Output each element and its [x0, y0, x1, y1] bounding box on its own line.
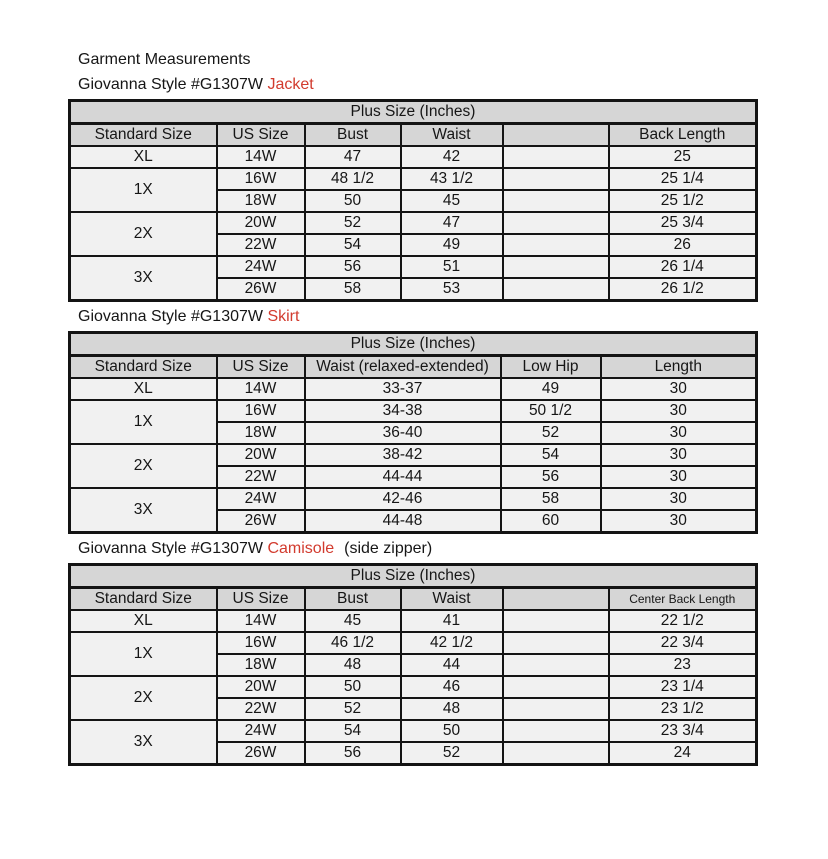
standard-size-cell: 2X [70, 676, 217, 720]
table-cell: 44 [401, 654, 503, 676]
caption-style-text: Giovanna Style #G1307W [78, 76, 263, 93]
column-header: Center Back Length [609, 588, 757, 611]
table-cell [503, 698, 609, 720]
table-cell: 26 [609, 234, 757, 256]
table-cell: 49 [401, 234, 503, 256]
garment-name: Camisole [267, 540, 335, 557]
table-cell: 24W [217, 256, 305, 278]
table-cell: 60 [501, 510, 601, 533]
table-cell: 22W [217, 698, 305, 720]
jacket-table-caption [78, 73, 828, 96]
table-cell: 18W [217, 422, 305, 444]
jacket-section [68, 73, 828, 302]
table-cell: 52 [305, 698, 401, 720]
caption-style-text: Giovanna Style #G1307W [78, 308, 263, 325]
table-cell: 54 [501, 444, 601, 466]
skirt-table-caption [78, 305, 828, 328]
table-cell: 22 3/4 [609, 632, 757, 654]
column-header: Waist (relaxed-extended) [305, 356, 501, 379]
table-cell [503, 720, 609, 742]
band-title: Plus Size (Inches) [70, 101, 757, 124]
table-cell [503, 256, 609, 278]
skirt-size-table [68, 331, 758, 534]
table-cell: 25 [609, 146, 757, 168]
table-cell: 22W [217, 234, 305, 256]
table-cell: 54 [305, 720, 401, 742]
column-header: Bust [305, 124, 401, 147]
table-cell: 44-44 [305, 466, 501, 488]
column-header: Waist [401, 124, 503, 147]
table-cell: 36-40 [305, 422, 501, 444]
table-cell: 58 [501, 488, 601, 510]
table-cell: 18W [217, 654, 305, 676]
table-cell: 20W [217, 212, 305, 234]
table-cell: 51 [401, 256, 503, 278]
table-cell: 16W [217, 632, 305, 654]
standard-size-cell: 3X [70, 256, 217, 301]
table-cell [503, 278, 609, 301]
table-row [70, 588, 757, 611]
table-row [70, 356, 757, 379]
table-row [70, 610, 757, 632]
table-cell: 24W [217, 720, 305, 742]
table-cell: 23 [609, 654, 757, 676]
table-cell: 50 [305, 190, 401, 212]
table-cell [503, 146, 609, 168]
table-row [70, 378, 757, 400]
table-cell: 25 1/2 [609, 190, 757, 212]
table-cell: 46 [401, 676, 503, 698]
table-cell: 50 [305, 676, 401, 698]
table-cell: 52 [305, 212, 401, 234]
column-header: Standard Size [70, 588, 217, 611]
column-header: Back Length [609, 124, 757, 147]
table-cell: 14W [217, 610, 305, 632]
table-cell: 56 [305, 742, 401, 765]
camisole-table-caption [78, 537, 828, 560]
column-header [503, 588, 609, 611]
table-row [70, 632, 757, 654]
table-cell: 30 [601, 400, 757, 422]
table-cell: 48 [401, 698, 503, 720]
table-cell: 16W [217, 400, 305, 422]
table-cell: 58 [305, 278, 401, 301]
standard-size-cell: 2X [70, 444, 217, 488]
table-cell: 50 1/2 [501, 400, 601, 422]
table-row [70, 400, 757, 422]
table-cell: 22W [217, 466, 305, 488]
table-row [70, 720, 757, 742]
table-cell: 47 [401, 212, 503, 234]
standard-size-cell: 2X [70, 212, 217, 256]
document-title: Garment Measurements [78, 51, 251, 68]
table-cell [503, 212, 609, 234]
column-header: US Size [217, 588, 305, 611]
standard-size-cell: 3X [70, 488, 217, 533]
table-cell: 20W [217, 676, 305, 698]
caption-style-text: Giovanna Style #G1307W [78, 540, 263, 557]
table-cell: 23 1/2 [609, 698, 757, 720]
table-cell: 30 [601, 378, 757, 400]
table-cell [503, 168, 609, 190]
table-cell: 23 1/4 [609, 676, 757, 698]
table-row [70, 146, 757, 168]
table-cell: 14W [217, 146, 305, 168]
table-cell: 38-42 [305, 444, 501, 466]
jacket-size-table [68, 99, 758, 302]
table-row [70, 444, 757, 466]
garment-name: Jacket [267, 76, 314, 93]
garment-name: Skirt [267, 308, 300, 325]
table-cell: 23 3/4 [609, 720, 757, 742]
table-cell [503, 742, 609, 765]
table-cell [503, 676, 609, 698]
table-cell: 52 [501, 422, 601, 444]
band-title: Plus Size (Inches) [70, 333, 757, 356]
column-header [503, 124, 609, 147]
table-cell: 42 [401, 146, 503, 168]
caption-note: (side zipper) [344, 540, 433, 557]
table-row [70, 168, 757, 190]
table-cell: 30 [601, 422, 757, 444]
standard-size-cell: XL [70, 378, 217, 400]
table-cell: 30 [601, 488, 757, 510]
column-header: US Size [217, 124, 305, 147]
table-cell: 26 1/4 [609, 256, 757, 278]
table-row [70, 101, 757, 124]
table-cell: 44-48 [305, 510, 501, 533]
camisole-section [68, 537, 828, 766]
table-cell: 56 [501, 466, 601, 488]
table-cell: 24W [217, 488, 305, 510]
table-cell: 45 [305, 610, 401, 632]
camisole-size-table [68, 563, 758, 766]
table-cell: 16W [217, 168, 305, 190]
table-row [70, 256, 757, 278]
table-cell [503, 190, 609, 212]
table-cell: 53 [401, 278, 503, 301]
table-cell: 45 [401, 190, 503, 212]
standard-size-cell: 1X [70, 400, 217, 444]
table-cell: 22 1/2 [609, 610, 757, 632]
table-cell [503, 632, 609, 654]
column-header: Bust [305, 588, 401, 611]
skirt-section [68, 305, 828, 534]
table-cell: 20W [217, 444, 305, 466]
table-cell: 41 [401, 610, 503, 632]
standard-size-cell: 1X [70, 632, 217, 676]
table-cell: 26W [217, 510, 305, 533]
band-title: Plus Size (Inches) [70, 565, 757, 588]
table-cell: 30 [601, 444, 757, 466]
table-cell: 43 1/2 [401, 168, 503, 190]
table-cell: 33-37 [305, 378, 501, 400]
table-row [70, 333, 757, 356]
table-cell: 26W [217, 742, 305, 765]
table-row [70, 565, 757, 588]
column-header: Low Hip [501, 356, 601, 379]
table-cell: 50 [401, 720, 503, 742]
table-cell: 34-38 [305, 400, 501, 422]
column-header: Standard Size [70, 356, 217, 379]
table-cell: 25 1/4 [609, 168, 757, 190]
table-cell: 26 1/2 [609, 278, 757, 301]
table-cell: 49 [501, 378, 601, 400]
table-cell: 48 1/2 [305, 168, 401, 190]
table-cell: 24 [609, 742, 757, 765]
table-cell: 42-46 [305, 488, 501, 510]
table-cell: 46 1/2 [305, 632, 401, 654]
table-row [70, 212, 757, 234]
table-cell: 42 1/2 [401, 632, 503, 654]
table-row [70, 488, 757, 510]
table-cell: 47 [305, 146, 401, 168]
column-header: Waist [401, 588, 503, 611]
table-cell: 52 [401, 742, 503, 765]
table-cell: 30 [601, 466, 757, 488]
table-cell [503, 654, 609, 676]
table-cell: 26W [217, 278, 305, 301]
table-cell: 25 3/4 [609, 212, 757, 234]
table-cell: 14W [217, 378, 305, 400]
table-cell: 18W [217, 190, 305, 212]
standard-size-cell: XL [70, 610, 217, 632]
table-row [70, 676, 757, 698]
column-header: US Size [217, 356, 305, 379]
table-cell [503, 610, 609, 632]
standard-size-cell: XL [70, 146, 217, 168]
table-cell: 48 [305, 654, 401, 676]
standard-size-cell: 3X [70, 720, 217, 765]
column-header: Length [601, 356, 757, 379]
table-cell: 30 [601, 510, 757, 533]
standard-size-cell: 1X [70, 168, 217, 212]
table-row [70, 124, 757, 147]
table-cell: 54 [305, 234, 401, 256]
table-cell [503, 234, 609, 256]
column-header: Standard Size [70, 124, 217, 147]
table-cell: 56 [305, 256, 401, 278]
